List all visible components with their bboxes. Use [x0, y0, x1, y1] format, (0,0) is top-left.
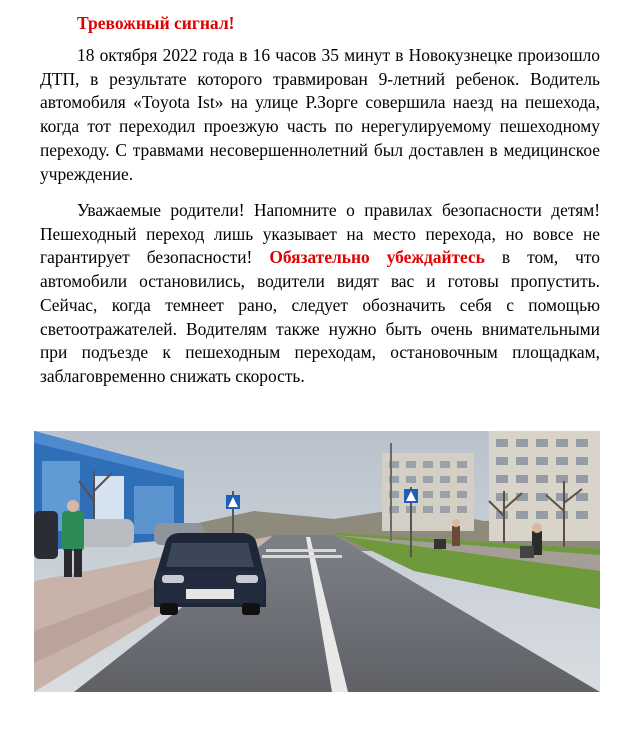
article-title: Тревожный сигнал! [77, 13, 235, 33]
advice-highlight: Обязательно убеждайтесь [269, 247, 485, 268]
advice-text-start: Уважаемые родители! Напомните о правилах безопасности детям! Пешеходный переход лишь указывает на место перехода, но вовсе не гарантирует безопасности! [40, 200, 600, 268]
paragraph-incident: 18 октября 2022 года в 16 часов 35 минут в Новокузнецке произошло ДТП, в результате которого травмирован 9-летний ребенок. Водитель автомобиля «Toyota Ist» на улице Р.Зорге совершила наезд на пешехода, когда тот переходил проезжую часть по нерегулируемому пешеходному переходу. С травмами несовершеннолетний был доставлен в медицинское учреждение. [40, 45, 600, 184]
advice-text-end: в том, что автомобили остановились, водители видят вас и готовы пропустить. Сейчас, когда темнеет рано, следует обозначить себя с помощью светоотражателей. Водителям также нужно быть очень внимательными при подъезде к пешеходным переходам, остановочным площадкам, заблаговременно снижать скорость. [40, 247, 600, 386]
accident-scene-photo [34, 431, 600, 692]
paragraph-advice [40, 199, 600, 389]
